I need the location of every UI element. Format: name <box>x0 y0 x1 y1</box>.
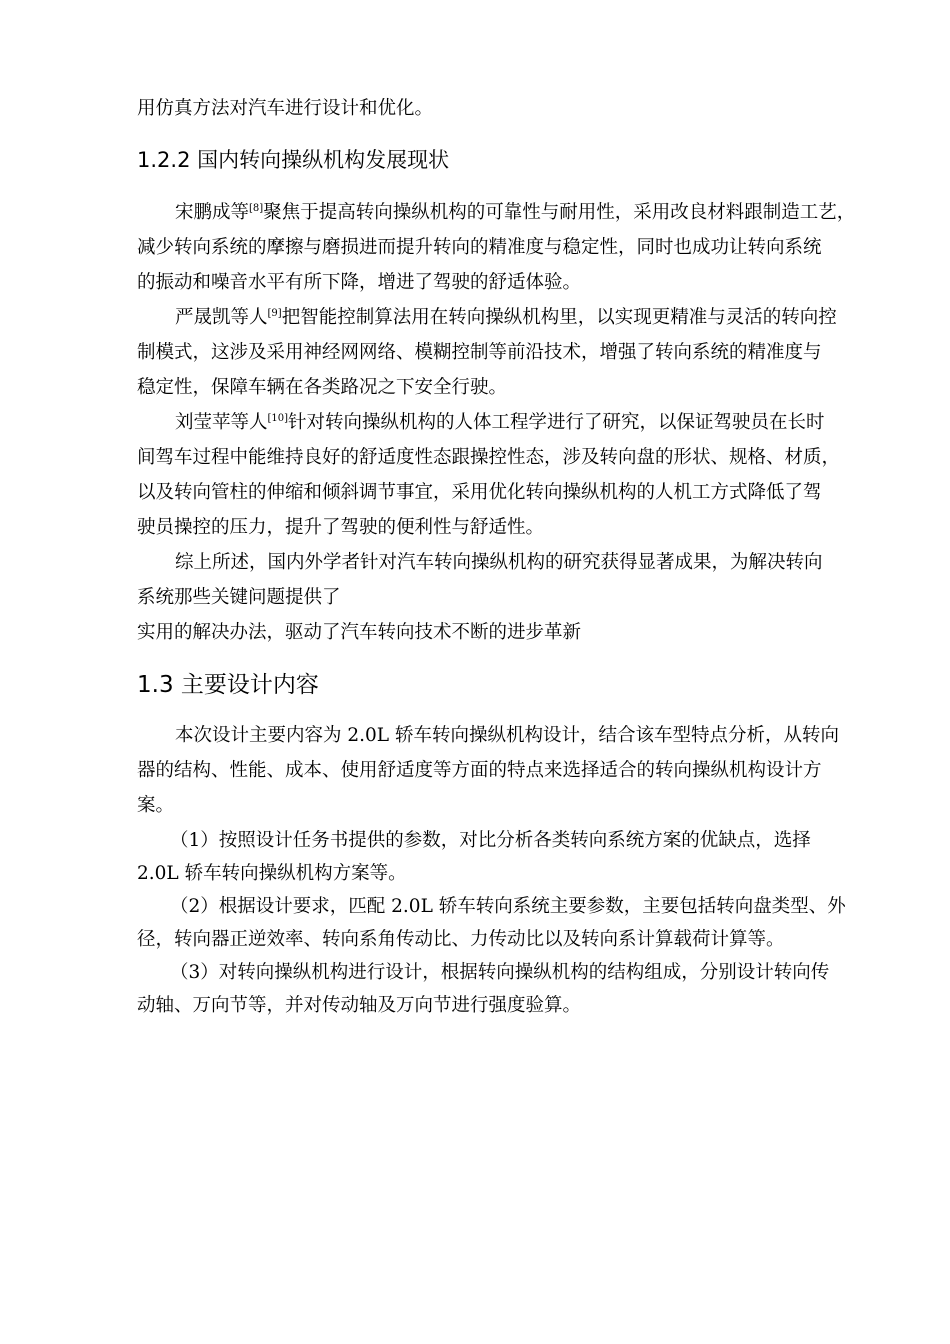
list-item-3-line-1: （3）对转向操纵机构进行设计，根据转向操纵机构的结构组成，分别设计转向传 <box>170 962 830 983</box>
author-text: 刘莹苹等人 <box>175 412 268 433</box>
paragraph-summary-line-1: 综上所述，国内外学者针对汽车转向操纵机构的研究获得显著成果，为解决转向 <box>175 552 823 573</box>
intro-line: 用仿真方法对汽车进行设计和优化。 <box>137 98 434 119</box>
section-heading-1-3: 1.3 主要设计内容 <box>137 672 319 698</box>
paragraph-liu-line-1 <box>175 410 825 436</box>
body-text: 聚焦于提高转向操纵机构的可靠性与耐用性，采用改良材料跟制造工艺， <box>263 202 856 223</box>
paragraph-summary-line-3: 实用的解决办法，驱动了汽车转向技术不断的进步革新 <box>137 622 582 643</box>
citation-ref: [9] <box>267 308 282 319</box>
section-heading-1-2-2: 1.2.2 国内转向操纵机构发展现状 <box>137 148 450 172</box>
author-text: 严晟凯等人 <box>175 307 268 328</box>
paragraph-liu-line-2: 间驾车过程中能维持良好的舒适度性态跟操控性态，涉及转向盘的形状、规格、材质， <box>137 447 841 468</box>
citation-ref: [8] <box>249 203 264 214</box>
list-item-3-line-2: 动轴、万向节等，并对传动轴及万向节进行强度验算。 <box>137 995 582 1016</box>
author-text: 宋鹏成等 <box>175 202 250 223</box>
paragraph-song-line-1 <box>175 200 855 226</box>
citation-ref: [10] <box>267 413 289 424</box>
paragraph-liu-line-4: 驶员操控的压力，提升了驾驶的便利性与舒适性。 <box>137 517 545 538</box>
list-item-1-line-1: （1）按照设计任务书提供的参数，对比分析各类转向系统方案的优缺点，选择 <box>170 830 811 851</box>
paragraph-yan-line-2: 制模式，这涉及采用神经网网络、模糊控制等前沿技术，增强了转向系统的精准度与 <box>137 342 822 363</box>
paragraph-yan-line-1 <box>175 305 837 331</box>
paragraph-design-line-2: 器的结构、性能、成本、使用舒适度等方面的特点来选择适合的转向操纵机构设计方 <box>137 760 822 781</box>
body-text: 把智能控制算法用在转向操纵机构里，以实现更精准与灵活的转向控 <box>281 307 837 328</box>
paragraph-song-line-2: 减少转向系统的摩擦与磨损进而提升转向的精准度与稳定性，同时也成功让转向系统 <box>137 237 822 258</box>
paragraph-design-line-3: 案。 <box>137 795 175 816</box>
paragraph-design-line-1: 本次设计主要内容为 2.0L 轿车转向操纵机构设计，结合该车型特点分析，从转向 <box>175 725 839 746</box>
paragraph-yan-line-3: 稳定性，保障车辆在各类路况之下安全行驶。 <box>137 377 508 398</box>
list-item-2-line-1: （2）根据设计要求，匹配 2.0L 轿车转向系统主要参数，主要包括转向盘类型、外 <box>170 896 846 917</box>
body-text: 针对转向操纵机构的人体工程学进行了研究，以保证驾驶员在长时 <box>288 412 825 433</box>
list-item-2-line-2: 径，转向器正逆效率、转向系角传动比、力传动比以及转向系计算载荷计算等。 <box>137 929 785 950</box>
list-item-1-line-2: 2.0L 轿车转向操纵机构方案等。 <box>137 863 407 884</box>
paragraph-liu-line-3: 以及转向管柱的伸缩和倾斜调节事宜，采用优化转向操纵机构的人机工方式降低了驾 <box>137 482 822 503</box>
paragraph-song-line-3: 的振动和噪音水平有所下降，增进了驾驶的舒适体验。 <box>137 272 582 293</box>
paragraph-summary-line-2: 系统那些关键问题提供了 <box>137 587 341 608</box>
